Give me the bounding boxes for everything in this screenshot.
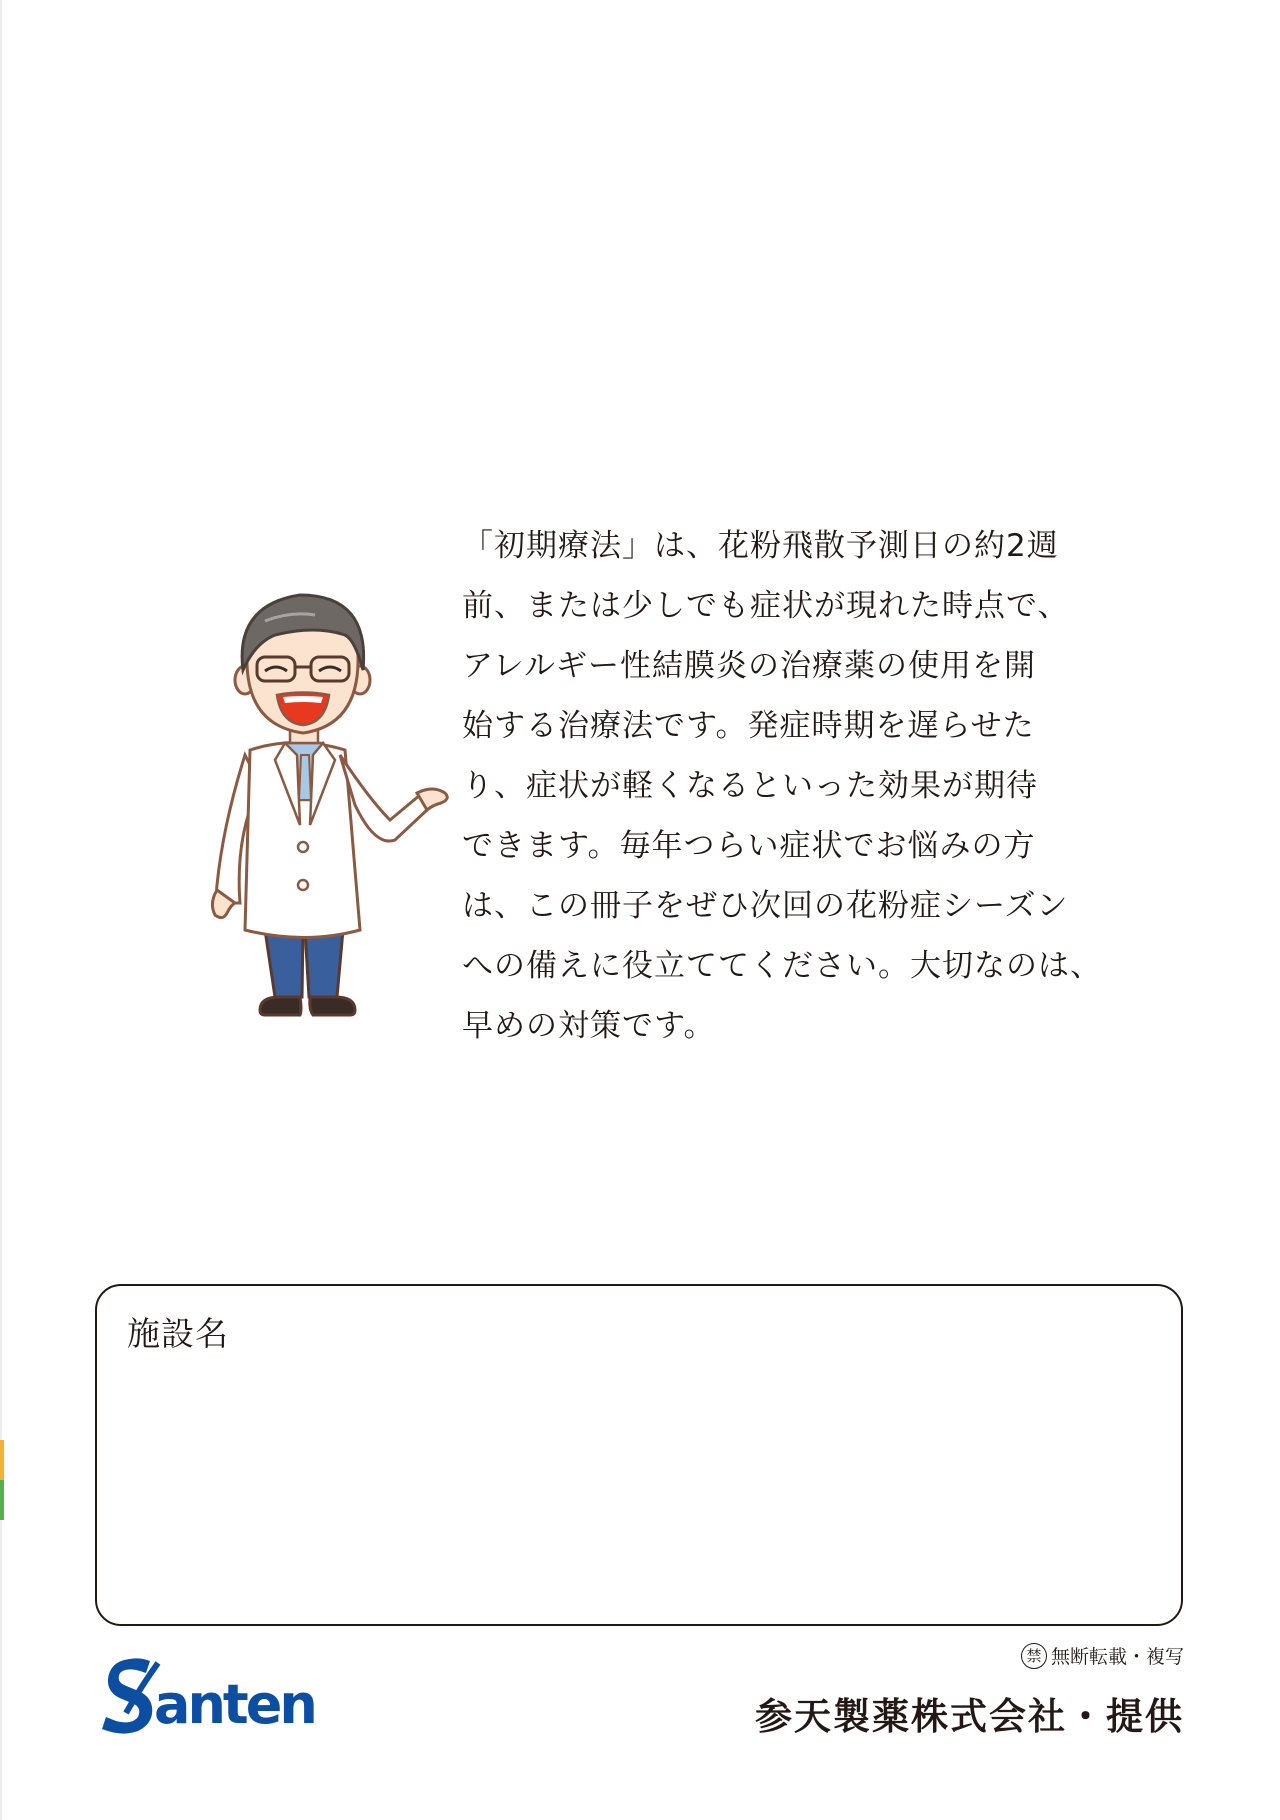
santen-logo-text: anten — [154, 1673, 315, 1735]
message-text — [462, 516, 1102, 1056]
message-line: アレルギー性結膜炎の治療薬の使用を開 — [462, 648, 1036, 684]
copyright-notice — [1021, 1642, 1184, 1669]
message-line: できます。毎年つらい症状でお悩みの方 — [462, 828, 1036, 864]
facility-name-box[interactable] — [95, 1284, 1183, 1626]
prohibited-icon: 禁 — [1021, 1643, 1047, 1669]
santen-logo-icon — [102, 1655, 322, 1735]
message-line: 始する治療法です。発症時期を遅らせた — [462, 708, 1035, 744]
message-line: 早めの対策です。 — [462, 1008, 716, 1044]
message-line: は、この冊子をぜひ次回の花粉症シーズン — [462, 888, 1069, 924]
page-edge — [0, 0, 2, 1820]
facility-name-label: 施設名 — [127, 1314, 229, 1353]
copyright-text: 無断転載・複写 — [1050, 1646, 1184, 1668]
message-line: 前、または少しでも症状が現れた時点で、 — [462, 588, 1070, 624]
message-line: り、症状が軽くなるといった効果が期待 — [462, 768, 1038, 804]
edge-mark-green — [0, 1480, 4, 1520]
doctor-illustration-icon — [205, 585, 455, 1035]
message-line: への備えに役立ててください。大切なのは、 — [462, 948, 1102, 984]
message-line: 「初期療法」は、花粉飛散予測日の約2週 — [462, 528, 1059, 564]
sponsor-text: 参天製薬株式会社・提供 — [755, 1695, 1184, 1738]
